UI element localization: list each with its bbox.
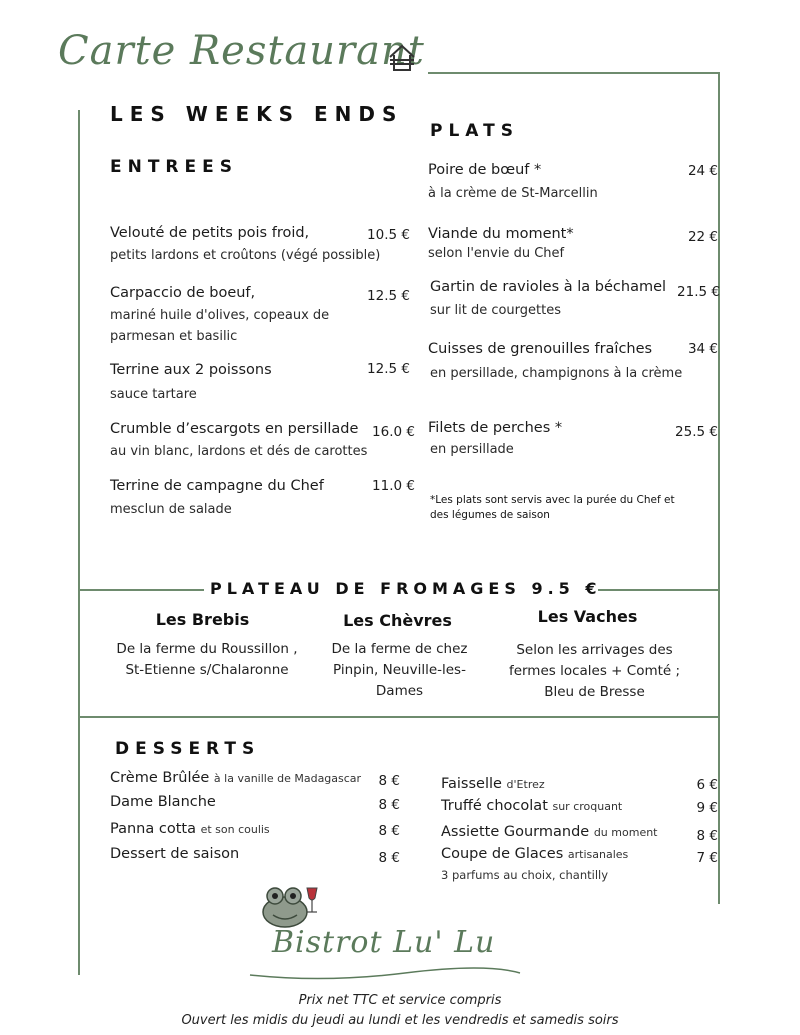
weekend-title: LES WEEKS ENDS — [110, 102, 404, 126]
cheese-vaches-title: Les Vaches — [537, 607, 638, 626]
plat-desc: selon l'envie du Chef — [428, 246, 565, 261]
cheese-brebis-desc: De la ferme du Roussillon , St-Etienne s/Chalaronne — [116, 641, 298, 678]
plat-name: Gartin de ravioles à la béchamel — [430, 279, 667, 295]
dessert-name: Coupe de Glaces — [441, 846, 564, 862]
plat-desc: en persillade — [430, 442, 514, 457]
dessert-detail: d'Etrez — [506, 778, 545, 791]
frame-top-line — [428, 72, 720, 74]
dessert-name: Truffé chocolat — [441, 798, 548, 814]
footer-line-2: Ouvert les midis du jeudi au lundi et les vendredis et samedis soirs — [181, 1013, 619, 1028]
dessert-detail: sur croquant — [552, 800, 623, 813]
dessert-price: 9 € — [696, 800, 718, 816]
plat-desc: en persillade, champignons à la crème — [430, 366, 683, 381]
dessert-row — [110, 821, 270, 837]
entree-name: Velouté de petits pois froid, — [110, 225, 310, 241]
dessert-row — [441, 776, 545, 792]
dessert-row — [441, 846, 628, 862]
entree-price: 12.5 € — [367, 361, 410, 377]
dessert-price: 6 € — [696, 777, 718, 793]
plat-price: 24 € — [687, 163, 718, 179]
dessert-name: Faisselle — [441, 776, 502, 792]
frame-left-line — [78, 110, 80, 975]
entree-desc: sauce tartare — [110, 387, 197, 402]
entree-price: 12.5 € — [367, 288, 410, 304]
plat-name: Viande du moment* — [428, 226, 574, 242]
footer-line-1: Prix net TTC et service compris — [298, 993, 502, 1008]
dessert-row — [110, 770, 361, 786]
house-outline-icon — [386, 43, 418, 73]
plat-name: Poire de bœuf * — [428, 162, 542, 178]
cheese-chevres-desc: De la ferme de chez Pinpin, Neuville-les-Dames — [331, 641, 468, 699]
desserts-title: DESSERTS — [115, 739, 261, 759]
menu-title: Carte Restaurant — [58, 28, 425, 74]
plat-price: 25.5 € — [675, 424, 718, 440]
fromages-divider-right — [598, 589, 720, 591]
dessert-row — [441, 798, 622, 814]
fromages-divider-left — [78, 589, 204, 591]
cheese-brebis-title: Les Brebis — [155, 610, 250, 629]
entree-name: Crumble d’escargots en persillade — [110, 421, 359, 437]
plat-price: 34 € — [687, 341, 718, 357]
plats-note: *Les plats sont servis avec la purée du Chef et des légumes de saison — [430, 494, 675, 521]
entree-price: 10.5 € — [367, 227, 410, 243]
dessert-detail: à la vanille de Madagascar — [213, 772, 362, 785]
dessert-price: 8 € — [696, 828, 718, 844]
entree-desc: petits lardons et croûtons (végé possible) — [110, 248, 381, 263]
dessert-name: Assiette Gourmande — [441, 824, 590, 840]
dessert-name: Crème Brûlée — [110, 770, 210, 786]
entree-desc: mariné huile d'olives, copeaux de parmesan et basilic — [110, 308, 330, 344]
dessert-name: Dessert de saison — [110, 846, 240, 862]
entree-desc: au vin blanc, lardons et dés de carottes — [110, 444, 368, 459]
dessert-name: Dame Blanche — [110, 794, 216, 810]
logo-underline-swash — [245, 955, 525, 985]
dessert-detail: du moment — [593, 826, 658, 839]
entree-name: Terrine de campagne du Chef — [110, 478, 324, 494]
cheese-chevres-title: Les Chèvres — [343, 611, 452, 630]
dessert-extra-note: 3 parfums au choix, chantilly — [441, 868, 609, 882]
dessert-detail: artisanales — [567, 848, 629, 861]
dessert-price: 8 € — [378, 823, 400, 839]
plat-name: Filets de perches * — [428, 420, 563, 436]
entree-name: Carpaccio de boeuf, — [110, 285, 256, 301]
frame-right-line — [718, 72, 720, 904]
dessert-price: 7 € — [696, 850, 718, 866]
dessert-price: 8 € — [378, 850, 400, 866]
dessert-price: 8 € — [378, 797, 400, 813]
fromages-title: PLATEAU DE FROMAGES 9.5 € — [210, 579, 602, 598]
entree-desc: mesclun de salade — [110, 502, 232, 517]
entrees-title: ENTREES — [110, 157, 238, 177]
plat-name: Cuisses de grenouilles fraîches — [428, 341, 653, 357]
plat-desc: sur lit de courgettes — [430, 303, 561, 318]
dessert-name: Panna cotta — [110, 821, 196, 837]
plat-price: 21.5 € — [677, 284, 720, 300]
plats-title: PLATS — [430, 121, 519, 141]
dessert-row — [110, 846, 239, 862]
dessert-row — [441, 824, 658, 840]
cheese-vaches-desc: Selon les arrivages des fermes locales + Comté ; Bleu de Bresse — [508, 642, 681, 700]
dessert-row — [110, 794, 216, 810]
entree-price: 11.0 € — [372, 478, 415, 494]
dessert-price: 8 € — [378, 773, 400, 789]
entree-price: 16.0 € — [372, 424, 415, 440]
bistrot-logo-text: Bistrot Lu' Lu — [272, 925, 496, 960]
plat-price: 22 € — [687, 229, 718, 245]
plat-desc: à la crème de St-Marcellin — [428, 186, 598, 201]
dessert-detail: et son coulis — [200, 823, 270, 836]
desserts-divider — [78, 716, 720, 718]
entree-name: Terrine aux 2 poissons — [110, 362, 272, 378]
